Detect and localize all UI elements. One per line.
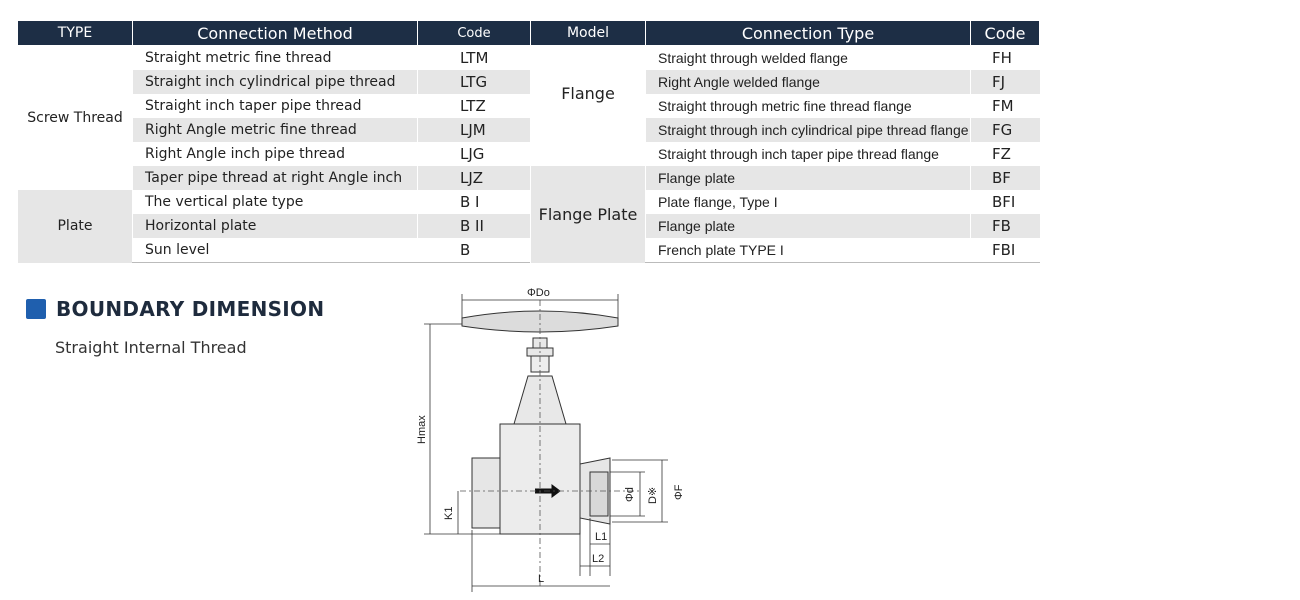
type-code-cell: FM (971, 94, 1040, 118)
method-code-cell: B II (418, 214, 531, 238)
method-code-cell: LTM (418, 46, 531, 71)
connection-method-cell: Straight metric fine thread (133, 46, 418, 71)
connection-method-cell: Right Angle metric fine thread (133, 118, 418, 142)
connection-spec-table (17, 21, 1040, 263)
type-code-cell: FH (971, 46, 1040, 71)
table-row (18, 46, 1040, 71)
dim-label-f: ΦF (673, 484, 685, 500)
method-code-cell: LJZ (418, 166, 531, 190)
header-model: Model (531, 21, 646, 46)
connection-method-cell: Straight inch taper pipe thread (133, 94, 418, 118)
dim-label-d: Φd (624, 487, 636, 502)
dim-label-do: ΦDo (527, 287, 550, 299)
connection-type-cell: Flange plate (646, 214, 971, 238)
dim-label-l2: L2 (592, 553, 605, 565)
table-row (18, 70, 1040, 94)
connection-method-cell: Taper pipe thread at right Angle inch (133, 166, 418, 190)
section-title: BOUNDARY DIMENSION (56, 297, 325, 321)
connection-type-cell: French plate TYPE I (646, 238, 971, 263)
type-code-cell: FB (971, 214, 1040, 238)
group-plate: Plate (18, 190, 133, 263)
dim-label-dx: D※ (647, 486, 659, 504)
type-code-cell: BFI (971, 190, 1040, 214)
header-code-2: Code (971, 21, 1040, 46)
section-heading (26, 297, 324, 321)
method-code-cell: B (418, 238, 531, 263)
type-code-cell: FG (971, 118, 1040, 142)
dim-label-k1: K1 (443, 506, 455, 520)
group-flange: Flange (531, 46, 646, 167)
dim-label-l1: L1 (595, 531, 608, 543)
header-type: TYPE (18, 21, 133, 46)
table-row (18, 142, 1040, 166)
header-connection-method: Connection Method (133, 21, 418, 46)
method-code-cell: LJM (418, 118, 531, 142)
dim-label-hmax: Hmax (416, 415, 428, 444)
table-row (18, 214, 1040, 238)
type-code-cell: FZ (971, 142, 1040, 166)
group-flange-plate: Flange Plate (531, 166, 646, 263)
section-subtitle: Straight Internal Thread (55, 338, 247, 357)
type-code-cell: FBI (971, 238, 1040, 263)
table-row (18, 190, 1040, 214)
connection-type-cell: Flange plate (646, 166, 971, 190)
connection-type-cell: Straight through welded flange (646, 46, 971, 71)
table-row (18, 94, 1040, 118)
table-row (18, 238, 1040, 263)
table-row (18, 166, 1040, 190)
square-bullet-icon (26, 299, 46, 319)
header-connection-type: Connection Type (646, 21, 971, 46)
connection-method-cell: Horizontal plate (133, 214, 418, 238)
type-code-cell: BF (971, 166, 1040, 190)
connection-type-cell: Straight through inch taper pipe thread flange (646, 142, 971, 166)
connection-type-cell: Straight through inch cylindrical pipe thread flange (646, 118, 971, 142)
connection-method-cell: Sun level (133, 238, 418, 263)
method-code-cell: B I (418, 190, 531, 214)
type-code-cell: FJ (971, 70, 1040, 94)
connection-type-cell: Straight through metric fine thread flange (646, 94, 971, 118)
method-code-cell: LJG (418, 142, 531, 166)
connection-method-cell: Right Angle inch pipe thread (133, 142, 418, 166)
method-code-cell: LTG (418, 70, 531, 94)
table-header-row (18, 21, 1040, 46)
connection-type-cell: Plate flange, Type I (646, 190, 971, 214)
dim-label-l: L (538, 573, 545, 585)
connection-method-cell: Straight inch cylindrical pipe thread (133, 70, 418, 94)
method-code-cell: LTZ (418, 94, 531, 118)
header-code: Code (418, 21, 531, 46)
table-row (18, 118, 1040, 142)
connection-method-cell: The vertical plate type (133, 190, 418, 214)
group-screw-thread: Screw Thread (18, 46, 133, 191)
connection-type-cell: Right Angle welded flange (646, 70, 971, 94)
valve-dimension-drawing (400, 286, 700, 596)
